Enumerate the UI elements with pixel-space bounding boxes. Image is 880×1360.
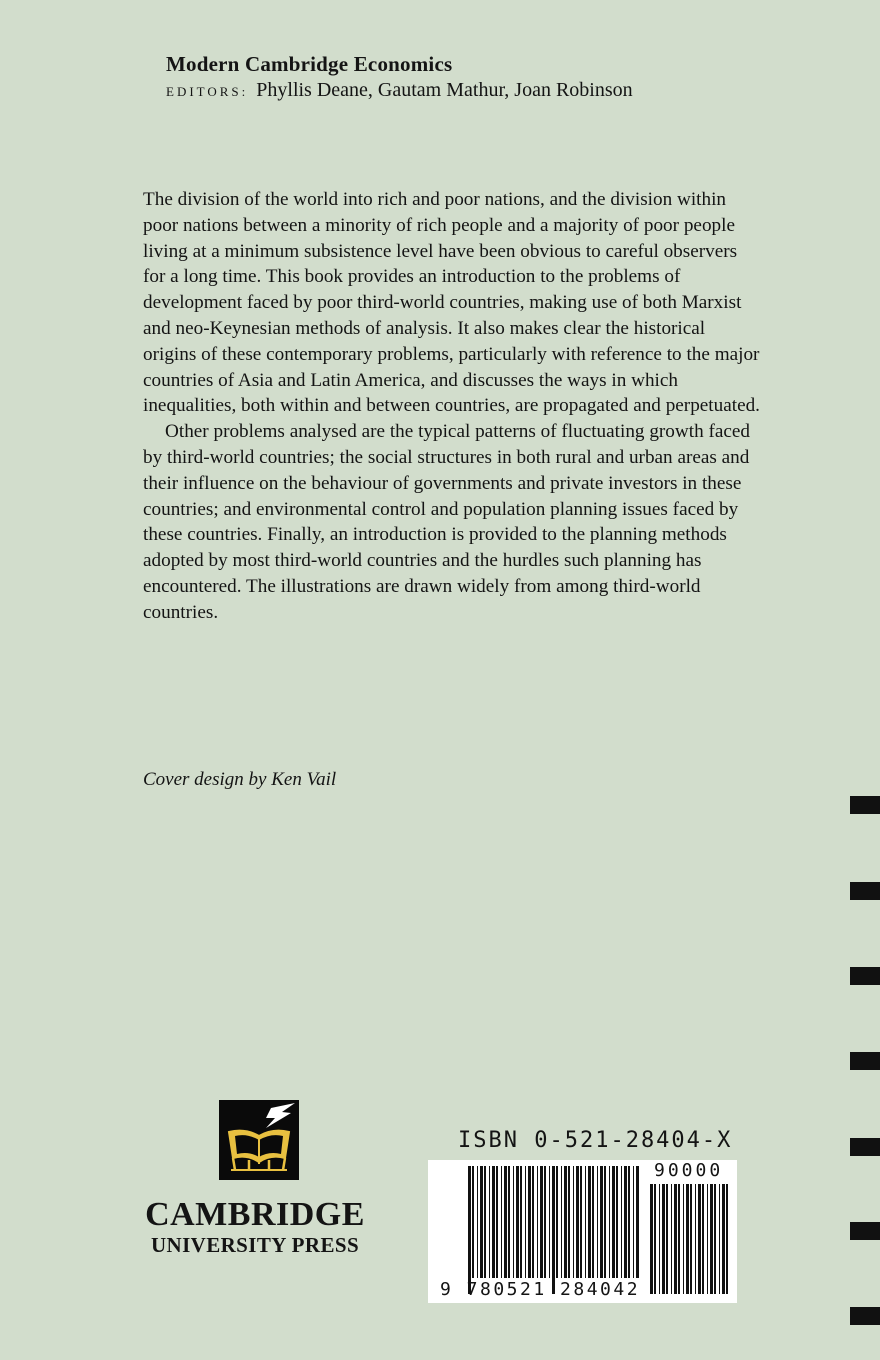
barcode-bar bbox=[549, 1166, 550, 1278]
barcode-bar bbox=[678, 1184, 680, 1294]
barcode-bar bbox=[612, 1166, 615, 1278]
barcode-bar bbox=[516, 1166, 519, 1278]
barcode-bar bbox=[501, 1166, 502, 1278]
edge-mark bbox=[850, 1138, 880, 1156]
barcode-bar bbox=[568, 1166, 570, 1278]
barcode-bar bbox=[540, 1166, 543, 1278]
blurb-paragraph-1: The division of the world into rich and poor nations, and the division within poor nations between a minority of rich people and a majority of poor people living at a minimum subsistence level have been obvious to careful observers for a long time. This book provides an introduction to the problems of development faced by poor third-world countries, making use of both Marxist and neo-Keynesian methods of analysis. It also makes clear the historical origins of these contemporary problems, particularly with reference to the major countries of Asia and Latin America, and discusses the ways in which inequalities, both within and between countries, are propagated and perpetuated. bbox=[143, 189, 760, 417]
editors-label: EDITORS: bbox=[166, 84, 249, 99]
barcode-bar bbox=[628, 1166, 630, 1278]
barcode-bar bbox=[624, 1166, 627, 1278]
barcode-bar bbox=[662, 1184, 665, 1294]
publisher-wordmark bbox=[134, 1196, 376, 1256]
addon-digits: 90000 bbox=[654, 1160, 724, 1181]
barcode-bar bbox=[621, 1166, 622, 1278]
publisher-name: CAMBRIDGE bbox=[145, 1196, 365, 1233]
barcode-bar bbox=[714, 1184, 716, 1294]
barcode-bar bbox=[666, 1184, 668, 1294]
barcode-bar bbox=[480, 1166, 483, 1278]
barcode-bar bbox=[654, 1184, 656, 1294]
barcode-bar bbox=[636, 1166, 639, 1278]
barcode-bar bbox=[683, 1184, 684, 1294]
barcode-digits: 9 780521 284042 bbox=[440, 1279, 641, 1300]
barcode-bar bbox=[537, 1166, 538, 1278]
barcode-bar bbox=[508, 1166, 510, 1278]
barcode-bar bbox=[695, 1184, 696, 1294]
barcode-bar bbox=[484, 1166, 486, 1278]
barcode-bar bbox=[532, 1166, 534, 1278]
barcode-bar bbox=[520, 1166, 522, 1278]
barcode-bar bbox=[650, 1184, 653, 1294]
barcode-bar bbox=[698, 1184, 701, 1294]
barcode-bar bbox=[726, 1184, 728, 1294]
barcode-bar bbox=[504, 1166, 507, 1278]
barcode-bar bbox=[580, 1166, 582, 1278]
barcode-bar bbox=[616, 1166, 618, 1278]
barcode-bar bbox=[472, 1166, 474, 1278]
barcode-bar bbox=[600, 1166, 603, 1278]
barcode-bar bbox=[710, 1184, 713, 1294]
barcode-bar bbox=[702, 1184, 704, 1294]
barcode-bar bbox=[564, 1166, 567, 1278]
barcode-bar bbox=[597, 1166, 598, 1278]
barcode-bar bbox=[604, 1166, 606, 1278]
edge-mark bbox=[850, 967, 880, 985]
edge-mark bbox=[850, 1222, 880, 1240]
barcode-bar bbox=[496, 1166, 498, 1278]
edge-mark bbox=[850, 1307, 880, 1325]
barcode-bar bbox=[492, 1166, 495, 1278]
barcode-bar bbox=[552, 1166, 555, 1294]
barcode-bar bbox=[592, 1166, 594, 1278]
barcode-bar bbox=[719, 1184, 720, 1294]
barcode-bar bbox=[561, 1166, 562, 1278]
editors-line bbox=[166, 79, 633, 102]
blurb bbox=[143, 187, 763, 626]
barcode-bar bbox=[588, 1166, 591, 1278]
barcode-bar bbox=[544, 1166, 546, 1278]
barcode bbox=[428, 1160, 737, 1303]
barcode-bar bbox=[576, 1166, 579, 1278]
barcode-bar bbox=[722, 1184, 725, 1294]
barcode-bar bbox=[674, 1184, 677, 1294]
publisher-subtitle: UNIVERSITY PRESS bbox=[150, 1233, 360, 1257]
barcode-bar bbox=[690, 1184, 692, 1294]
barcode-bar bbox=[477, 1166, 478, 1278]
barcode-bar bbox=[468, 1166, 471, 1294]
isbn-label: ISBN 0-521-28404-X bbox=[458, 1128, 733, 1153]
edge-mark bbox=[850, 796, 880, 814]
barcode-bar bbox=[633, 1166, 634, 1278]
barcode-bar bbox=[585, 1166, 586, 1278]
barcode-bar bbox=[686, 1184, 689, 1294]
blurb-paragraph-2: Other problems analysed are the typical patterns of fluctuating growth faced by third-world countries; the social structures in both rural and urban areas and their influence on the behaviour of governments and private investors in these countries; and environmental control and population planning issues faced by these countries. Finally, an introduction is provided to the planning methods adopted by most third-world countries and the hurdles such planning has encountered. The illustrations are drawn widely from among third-world countries. bbox=[143, 421, 751, 623]
open-book-with-lightning-icon bbox=[219, 1100, 299, 1180]
barcode-bar bbox=[659, 1184, 660, 1294]
barcode-bar bbox=[671, 1184, 672, 1294]
barcode-bar bbox=[609, 1166, 610, 1278]
edge-mark bbox=[850, 1052, 880, 1070]
cover-credit: Cover design by Ken Vail bbox=[143, 769, 337, 790]
barcode-bar bbox=[525, 1166, 526, 1278]
barcode-bar bbox=[556, 1166, 558, 1278]
barcode-bar bbox=[528, 1166, 531, 1278]
series-title: Modern Cambridge Economics bbox=[166, 52, 453, 76]
edge-mark bbox=[850, 882, 880, 900]
barcode-bar bbox=[513, 1166, 514, 1278]
barcode-bar bbox=[573, 1166, 574, 1278]
barcode-bar bbox=[707, 1184, 708, 1294]
barcode-bar bbox=[489, 1166, 490, 1278]
editors-names: Phyllis Deane, Gautam Mathur, Joan Robinson bbox=[256, 79, 633, 101]
